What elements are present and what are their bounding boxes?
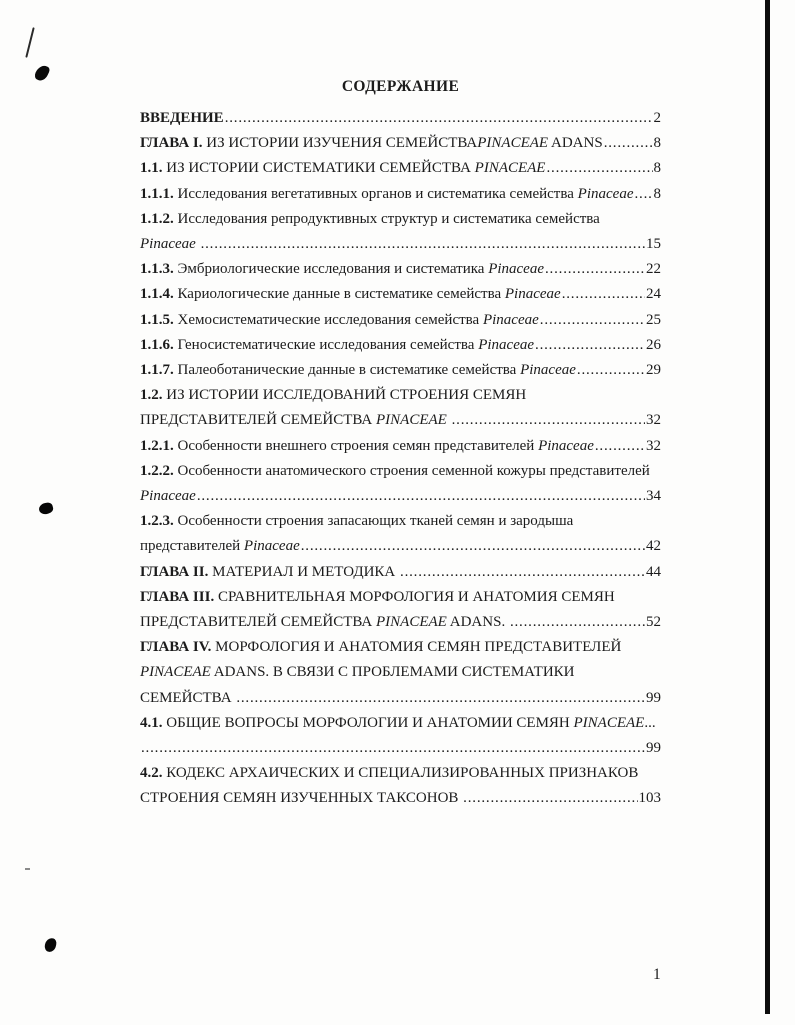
toc-page-number: 8 (653, 135, 661, 152)
toc-line (140, 232, 661, 257)
toc-text: ADANS. В СВЯЗИ С ПРОБЛЕМАМИ СИСТЕМАТИКИ (210, 664, 575, 681)
toc-text: Хемосистематические исследования семейства (177, 311, 483, 328)
toc-text: 1.2.3. (140, 513, 178, 530)
toc-text: Геносистематические исследования семейства (177, 336, 479, 353)
toc-line (140, 534, 661, 559)
toc-page-number: 99 (646, 740, 661, 757)
toc-text: СЕМЕЙСТВА (140, 689, 236, 706)
ink-blob-top-left (33, 63, 51, 83)
toc-content (140, 74, 661, 812)
toc-text: Pinaceae (488, 261, 544, 278)
dot-leader (400, 560, 645, 585)
scan-mark-slash-icon (25, 27, 34, 58)
toc-text: 1.1.6. (140, 336, 178, 353)
toc-line (140, 761, 661, 786)
toc-text: ИЗ ИСТОРИИ ИЗУЧЕНИЯ СЕМЕЙСТВА (206, 135, 478, 152)
dot-leader (452, 408, 645, 433)
toc-text: 1.1.2. (140, 210, 178, 227)
toc-text: СРАВНИТЕЛЬНАЯ МОРФОЛОГИЯ И АНАТОМИЯ СЕМЯН (217, 588, 615, 605)
toc-text: ГЛАВА III. (140, 588, 218, 605)
toc-text: 1.1.4. (140, 286, 178, 303)
toc-line (140, 106, 661, 131)
toc-line (140, 408, 661, 433)
toc-text: Pinaceae (478, 336, 535, 353)
toc-page-number: 42 (646, 538, 661, 555)
toc-text: Исследования репродуктивных структур и систематика семейства (177, 210, 600, 227)
toc-text: 4.1. (140, 714, 167, 731)
toc-line (140, 711, 661, 736)
dot-leader (604, 131, 653, 156)
toc-text: 1.2.2. (140, 462, 178, 479)
toc-text: PINACEAE (376, 412, 451, 429)
toc-line (140, 156, 661, 181)
toc-line (140, 131, 661, 156)
toc-text: Особенности анатомического строения семенной кожуры представителей (177, 462, 650, 479)
toc-page-number: 103 (638, 790, 661, 807)
toc-text: Pinaceae (243, 538, 300, 555)
dot-leader (301, 534, 645, 559)
toc-title: СОДЕРЖАНИЕ (341, 78, 460, 95)
ink-dot-bottom-left (44, 937, 58, 953)
dot-leader (562, 282, 645, 307)
dot-leader (634, 182, 652, 207)
toc-text: Эмбриологические исследования и систематика (177, 261, 489, 278)
toc-line (140, 635, 661, 660)
toc-text: ADANS (548, 135, 603, 152)
toc-text: ГЛАВА IV. (140, 639, 216, 656)
toc-text: ... (644, 714, 656, 731)
toc-text: Pinaceae (538, 437, 594, 454)
dot-leader (535, 333, 645, 358)
toc-page-number: 15 (646, 236, 661, 253)
toc-page-number: 52 (646, 614, 661, 631)
toc-text: PINACEAE (140, 664, 211, 681)
toc-text: МОРФОЛОГИЯ И АНАТОМИЯ СЕМЯН ПРЕДСТАВИТЕЛЕЙ (215, 639, 622, 656)
toc-text: PINACEAE (376, 614, 447, 631)
toc-line (140, 585, 661, 610)
toc-text: PINACEAE (477, 135, 549, 152)
toc-text: Кариологические данные в систематике семейства (177, 286, 505, 303)
dot-leader (463, 786, 637, 811)
toc-text: 1.1.5. (140, 311, 178, 328)
toc-line (140, 182, 661, 207)
scan-mark-dash (25, 868, 30, 870)
toc-page-number: 8 (653, 160, 661, 177)
toc-text: Pinaceae (482, 311, 539, 328)
toc-page-number: 29 (646, 362, 661, 379)
toc-line (140, 333, 661, 358)
page-number: 1 (653, 966, 661, 983)
toc-line (140, 736, 661, 761)
toc-text: ПРЕДСТАВИТЕЛЕЙ СЕМЕЙСТВА (140, 412, 377, 429)
toc-page-number: 34 (646, 488, 661, 505)
dot-leader (546, 156, 652, 181)
toc-text: Особенности строения запасающих тканей семян и зародыша (177, 513, 574, 530)
toc-line (140, 660, 661, 685)
toc-text: Pinaceae (520, 362, 576, 379)
toc-line (140, 484, 661, 509)
toc-line (140, 207, 661, 232)
toc-line (140, 560, 661, 585)
toc-text: ОБЩИЕ ВОПРОСЫ МОРФОЛОГИИ И АНАТОМИИ СЕМЯН (166, 714, 574, 731)
toc-line (140, 383, 661, 408)
toc-text: 1.1.3. (140, 261, 178, 278)
toc-text: Pinaceae (504, 286, 561, 303)
toc-text: ИЗ ИСТОРИИ СИСТЕМАТИКИ СЕМЕЙСТВА (166, 160, 475, 177)
toc-text: Особенности внешнего строения семян представителей (177, 437, 539, 454)
dot-leader (197, 484, 645, 509)
toc-text: 4.2. (140, 765, 167, 782)
toc-page-number: 2 (653, 110, 661, 126)
toc-line (140, 610, 661, 635)
scan-edge-line (765, 0, 770, 1014)
toc-line (140, 358, 661, 383)
toc-page-number: 8 (653, 185, 661, 202)
toc-text: ГЛАВА I. (140, 135, 207, 152)
toc-page-number: 24 (646, 286, 661, 303)
toc-text: ВВЕДЕНИЕ (140, 110, 224, 126)
dot-leader (201, 232, 645, 257)
toc-text: 1.2.1. (140, 437, 178, 454)
toc-line (140, 509, 661, 534)
toc-text: Pinaceae (140, 488, 196, 505)
toc-page-number: 32 (646, 437, 661, 454)
dot-leader (510, 610, 645, 635)
ink-dot-middle-left (38, 501, 54, 515)
toc-text: СТРОЕНИЯ СЕМЯН ИЗУЧЕННЫХ ТАКСОНОВ (140, 790, 463, 807)
toc-page-number: 25 (646, 311, 661, 328)
toc-text: Палеоботанические данные в систематике семейства (177, 362, 521, 379)
toc-text: Pinaceae (577, 185, 634, 202)
toc-text: ГЛАВА II. (140, 563, 213, 580)
toc-list (140, 106, 661, 812)
toc-page-number: 26 (646, 336, 661, 353)
toc-page-number: 44 (646, 563, 661, 580)
toc-text: ИЗ ИСТОРИИ ИССЛЕДОВАНИЙ СТРОЕНИЯ СЕМЯН (166, 387, 527, 404)
toc-page-number: 22 (646, 261, 661, 278)
dot-leader (540, 308, 645, 333)
toc-page-number: 99 (646, 689, 661, 706)
toc-line (140, 434, 661, 459)
toc-text: PINACEAE (474, 160, 546, 177)
toc-text: Pinaceae (140, 236, 200, 253)
toc-text: 1.1.1. (140, 185, 178, 202)
toc-text: КОДЕКС АРХАИЧЕСКИХ И СПЕЦИАЛИЗИРОВАННЫХ ПРИЗНАКОВ (166, 765, 639, 782)
toc-line (140, 459, 661, 484)
toc-text: 1.2. (140, 387, 167, 404)
toc-line (140, 282, 661, 307)
toc-line (140, 786, 661, 811)
toc-line (140, 686, 661, 711)
toc-text: PINACEAE (573, 714, 645, 731)
toc-line (140, 308, 661, 333)
toc-text: ADANS. (446, 614, 509, 631)
toc-text: 1.1.7. (140, 362, 178, 379)
toc-page-number: 32 (646, 412, 661, 429)
dot-leader (577, 358, 645, 383)
toc-text: 1.1. (140, 160, 167, 177)
toc-text: ПРЕДСТАВИТЕЛЕЙ СЕМЕЙСТВА (140, 614, 377, 631)
dot-leader (225, 106, 653, 131)
dot-leader (236, 686, 645, 711)
toc-text: представителей (140, 538, 244, 555)
dot-leader (545, 257, 645, 282)
toc-text: Исследования вегетативных органов и систематика семейства (177, 185, 578, 202)
dot-leader (141, 736, 645, 761)
toc-line (140, 257, 661, 282)
toc-text: МАТЕРИАЛ И МЕТОДИКА (212, 563, 400, 580)
dot-leader (595, 434, 645, 459)
